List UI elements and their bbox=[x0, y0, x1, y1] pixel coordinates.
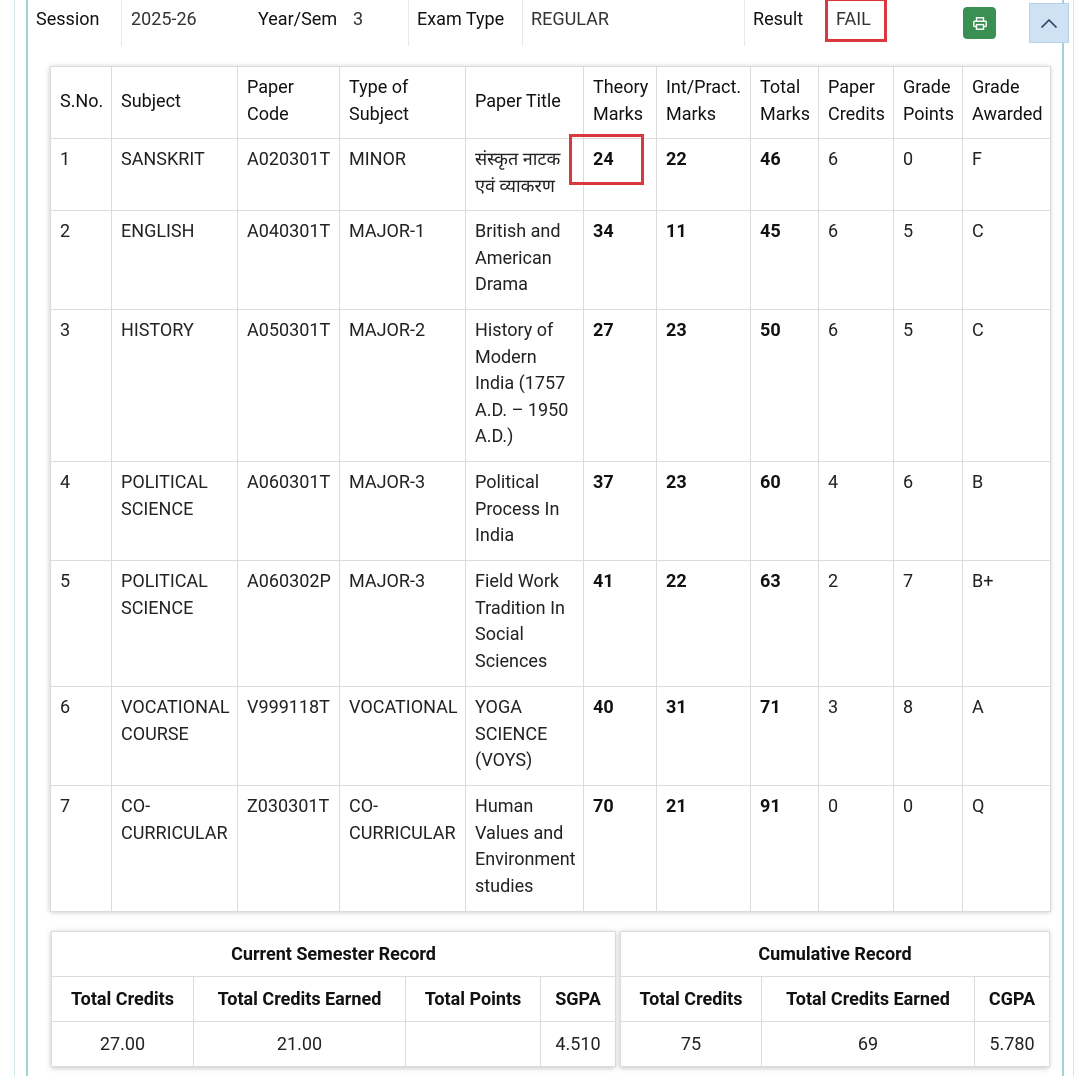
subject-cell: SANSKRIT bbox=[112, 139, 238, 211]
sno-cell: 4 bbox=[51, 462, 112, 561]
grade-cell: B+ bbox=[963, 561, 1051, 687]
current-record-title: Current Semester Record bbox=[52, 932, 616, 977]
credits-earned-value: 21.00 bbox=[194, 1022, 406, 1067]
credits-cell: 2 bbox=[819, 561, 894, 687]
sno-cell: 1 bbox=[51, 139, 112, 211]
grade-cell: C bbox=[963, 310, 1051, 462]
theory-cell: 34 bbox=[584, 211, 657, 310]
points-cell: 8 bbox=[894, 687, 963, 786]
grade-cell: C bbox=[963, 211, 1051, 310]
int-cell: 23 bbox=[657, 462, 751, 561]
type-cell: MAJOR-1 bbox=[340, 211, 466, 310]
credits-cell: 6 bbox=[819, 211, 894, 310]
title-cell: Political Process In India bbox=[466, 462, 584, 561]
grade-cell: A bbox=[963, 687, 1051, 786]
printer-icon bbox=[973, 17, 987, 30]
theory-cell: 24 bbox=[584, 139, 657, 211]
column-header: Total Credits bbox=[52, 977, 194, 1022]
grade-cell: Q bbox=[963, 786, 1051, 912]
column-header: Total Credits Earned bbox=[762, 977, 975, 1022]
table-row bbox=[51, 139, 1051, 211]
column-header: Grade Awarded bbox=[963, 67, 1051, 139]
column-header: SGPA bbox=[541, 977, 616, 1022]
total-cell: 46 bbox=[751, 139, 819, 211]
type-cell: MAJOR-3 bbox=[340, 561, 466, 687]
total-cell: 45 bbox=[751, 211, 819, 310]
chevron-up-icon bbox=[1040, 18, 1058, 29]
column-header: Grade Points bbox=[894, 67, 963, 139]
sno-cell: 2 bbox=[51, 211, 112, 310]
subject-cell: ENGLISH bbox=[112, 211, 238, 310]
collapse-button[interactable] bbox=[1029, 3, 1069, 43]
int-cell: 22 bbox=[657, 561, 751, 687]
total-cell: 91 bbox=[751, 786, 819, 912]
code-cell: A060301T bbox=[238, 462, 340, 561]
sgpa-value: 4.510 bbox=[541, 1022, 616, 1067]
points-cell: 6 bbox=[894, 462, 963, 561]
total-credits-value: 27.00 bbox=[52, 1022, 194, 1067]
int-cell: 23 bbox=[657, 310, 751, 462]
theory-cell: 37 bbox=[584, 462, 657, 561]
table-row bbox=[51, 211, 1051, 310]
type-cell: CO-CURRICULAR bbox=[340, 786, 466, 912]
type-cell: VOCATIONAL bbox=[340, 687, 466, 786]
sno-cell: 6 bbox=[51, 687, 112, 786]
print-button[interactable] bbox=[963, 7, 996, 39]
credits-cell: 6 bbox=[819, 310, 894, 462]
theory-highlight bbox=[569, 134, 644, 185]
total-cell: 71 bbox=[751, 687, 819, 786]
examtype-label: Exam Type bbox=[417, 9, 505, 30]
int-cell: 31 bbox=[657, 687, 751, 786]
column-header: CGPA bbox=[975, 977, 1050, 1022]
total-credits-value: 75 bbox=[621, 1022, 762, 1067]
column-header: Type of Subject bbox=[340, 67, 466, 139]
marks-table-card bbox=[50, 66, 1050, 911]
int-cell: 11 bbox=[657, 211, 751, 310]
sno-cell: 5 bbox=[51, 561, 112, 687]
frame-border bbox=[14, 0, 15, 1076]
frame-border bbox=[1073, 0, 1074, 1076]
table-row bbox=[51, 462, 1051, 561]
column-header: Paper Code bbox=[238, 67, 340, 139]
result-header bbox=[28, 0, 1062, 46]
column-header: Total Credits bbox=[621, 977, 762, 1022]
code-cell: A020301T bbox=[238, 139, 340, 211]
yearsem-value: 3 bbox=[353, 9, 364, 30]
examtype-value: REGULAR bbox=[531, 9, 609, 30]
code-cell: Z030301T bbox=[238, 786, 340, 912]
theory-cell: 27 bbox=[584, 310, 657, 462]
type-cell: MAJOR-3 bbox=[340, 462, 466, 561]
subject-cell: POLITICAL SCIENCE bbox=[112, 561, 238, 687]
total-cell: 63 bbox=[751, 561, 819, 687]
subject-cell: CO-CURRICULAR bbox=[112, 786, 238, 912]
points-cell: 5 bbox=[894, 211, 963, 310]
column-header: Total Points bbox=[406, 977, 541, 1022]
int-cell: 21 bbox=[657, 786, 751, 912]
column-header: Int/Pract. Marks bbox=[657, 67, 751, 139]
int-cell: 22 bbox=[657, 139, 751, 211]
code-cell: V999118T bbox=[238, 687, 340, 786]
grade-cell: F bbox=[963, 139, 1051, 211]
theory-cell: 70 bbox=[584, 786, 657, 912]
table-row bbox=[51, 310, 1051, 462]
title-cell: British and American Drama bbox=[466, 211, 584, 310]
column-header: Total Marks bbox=[751, 67, 819, 139]
column-header: Paper Credits bbox=[819, 67, 894, 139]
credits-cell: 4 bbox=[819, 462, 894, 561]
subject-cell: VOCATIONAL COURSE bbox=[112, 687, 238, 786]
points-cell: 0 bbox=[894, 139, 963, 211]
total-cell: 50 bbox=[751, 310, 819, 462]
cgpa-value: 5.780 bbox=[975, 1022, 1050, 1067]
session-value: 2025-26 bbox=[131, 9, 197, 30]
title-cell: Human Values and Environment studies bbox=[466, 786, 584, 912]
subject-cell: HISTORY bbox=[112, 310, 238, 462]
title-cell: संस्कृत नाटक एवं व्याकरण bbox=[466, 139, 584, 211]
total-cell: 60 bbox=[751, 462, 819, 561]
column-header: Subject bbox=[112, 67, 238, 139]
table-row bbox=[51, 786, 1051, 912]
cumulative-record-title: Cumulative Record bbox=[621, 932, 1050, 977]
subject-cell: POLITICAL SCIENCE bbox=[112, 462, 238, 561]
result-highlight bbox=[825, 0, 887, 42]
theory-cell: 40 bbox=[584, 687, 657, 786]
result-label: Result bbox=[753, 9, 804, 30]
theory-cell: 41 bbox=[584, 561, 657, 687]
points-cell: 0 bbox=[894, 786, 963, 912]
type-cell: MINOR bbox=[340, 139, 466, 211]
cumulative-record bbox=[620, 931, 1049, 1067]
points-cell: 7 bbox=[894, 561, 963, 687]
table-header-row bbox=[51, 67, 1051, 139]
table-row bbox=[51, 561, 1051, 687]
title-cell: YOGA SCIENCE (VOYS) bbox=[466, 687, 584, 786]
total-points-value bbox=[406, 1022, 541, 1067]
column-header: Theory Marks bbox=[584, 67, 657, 139]
frame-border bbox=[1062, 0, 1064, 1076]
result-value: FAIL bbox=[836, 9, 871, 30]
yearsem-label: Year/Sem bbox=[258, 9, 338, 30]
column-header: S.No. bbox=[51, 67, 112, 139]
points-cell: 5 bbox=[894, 310, 963, 462]
sno-cell: 7 bbox=[51, 786, 112, 912]
marks-table bbox=[50, 66, 1051, 912]
table-row bbox=[51, 687, 1051, 786]
title-cell: History of Modern India (1757 A.D. – 1950 A.D.) bbox=[466, 310, 584, 462]
type-cell: MAJOR-2 bbox=[340, 310, 466, 462]
column-header: Paper Title bbox=[466, 67, 584, 139]
grade-cell: B bbox=[963, 462, 1051, 561]
code-cell: A040301T bbox=[238, 211, 340, 310]
sno-cell: 3 bbox=[51, 310, 112, 462]
frame-border bbox=[26, 0, 28, 1076]
title-cell: Field Work Tradition In Social Sciences bbox=[466, 561, 584, 687]
credits-earned-value: 69 bbox=[762, 1022, 975, 1067]
credits-cell: 0 bbox=[819, 786, 894, 912]
current-semester-record bbox=[51, 931, 615, 1067]
credits-cell: 3 bbox=[819, 687, 894, 786]
column-header: Total Credits Earned bbox=[194, 977, 406, 1022]
credits-cell: 6 bbox=[819, 139, 894, 211]
code-cell: A050301T bbox=[238, 310, 340, 462]
session-label: Session bbox=[36, 9, 100, 30]
code-cell: A060302P bbox=[238, 561, 340, 687]
